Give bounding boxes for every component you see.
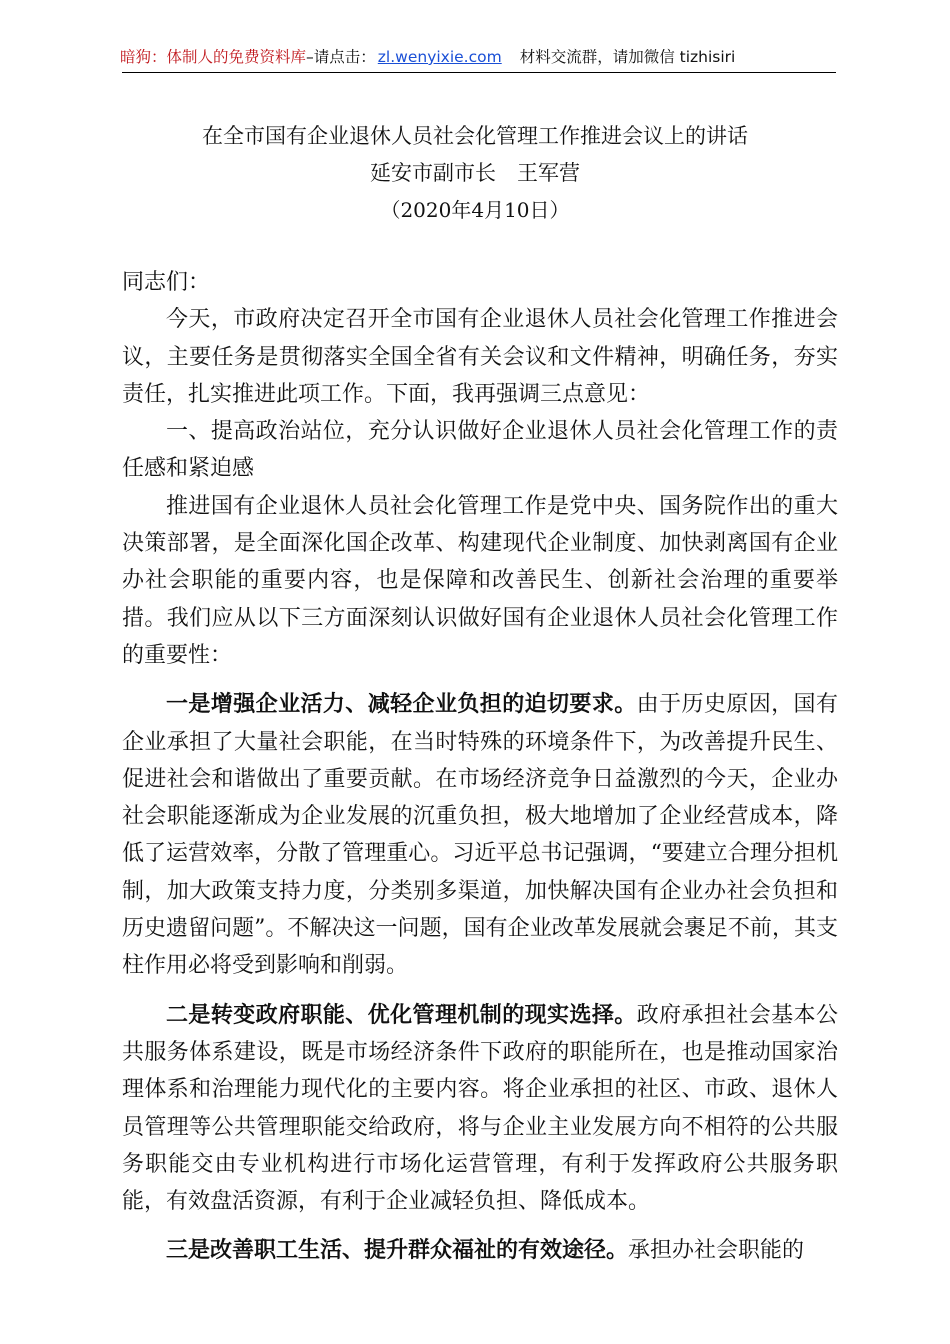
section-heading-1: 一、提高政治站位，充分认识做好企业退休人员社会化管理工作的责任感和紧迫感: [122, 419, 838, 482]
header-contact: 材料交流群，请加微信 tizhisiri: [519, 48, 736, 66]
header-brand: 暗狗：体制人的免费资料库: [120, 48, 307, 66]
paragraph-intro: 今天，市政府决定召开全市国有企业退休人员社会化管理工作推进会议，主要任务是贯彻落实全国全省有关会议和文件精神，明确任务，夯实责任，扎实推进此项工作。下面，我再强调三点意见：: [122, 307, 838, 407]
point-2: [122, 997, 838, 1221]
point-3-lead: 三是改善职工生活、提升群众福祉的有效途径。: [166, 1237, 629, 1264]
point-1-text: 由于历史原因，国有企业承担了大量社会职能，在当时特殊的环境条件下，为改善提升民生、促进社会和谐做出了重要贡献。在市场经济竞争日益激烈的今天，企业办社会职能逐渐成为企业发展的沉重负担，极大地增加了企业经营成本，降低了运营效率，分散了管理重心。习近平总书记强调，“要建立合理分担机制，加大政策支持力度，分类别多渠道，加快解决国有企业办社会负担和历史遗留问题”。不解决这一问题，国有企业改革发展就会裹足不前，其支柱作用必将受到影响和削弱。: [122, 692, 838, 979]
salutation: 同志们：: [122, 270, 211, 295]
document-title: 在全市国有企业退休人员社会化管理工作推进会议上的讲话: [202, 124, 748, 148]
watermark-header: [120, 42, 836, 72]
document-speaker: 延安市副市长 王军营: [370, 161, 580, 185]
point-2-lead: 二是转变政府职能、优化管理机制的现实选择。: [166, 1001, 637, 1028]
point-1: [122, 686, 838, 984]
point-3-text: 承担办社会职能的: [628, 1238, 805, 1264]
point-2-text: 政府承担社会基本公共服务体系建设，既是市场经济条件下政府的职能所在，也是推动国家治理体系和治理能力现代化的主要内容。将企业承担的社区、市政、退休人员管理等公共管理职能交给政府，将与企业主业发展方向不相符的公共服务职能交由专业机构进行市场化运营管理，有利于发挥政府公共服务职能，有效盘活资源，有利于企业减轻负担、降低成本。: [122, 1002, 838, 1215]
header-prompt: –请点击：: [306, 48, 376, 66]
header-divider: [122, 72, 836, 73]
paragraph-section-1: 推进国有企业退休人员社会化管理工作是党中央、国务院作出的重大决策部署，是全面深化国企改革、构建现代企业制度、加快剥离国有企业办社会职能的重要内容，也是保障和改善民生、创新社会治理的重要举措。我们应从以下三方面深刻认识做好国有企业退休人员社会化管理工作的重要性：: [122, 493, 838, 668]
header-link[interactable]: zl.wenyixie.com: [377, 48, 502, 66]
document-body: [122, 264, 838, 1270]
point-1-lead: 一是增强企业活力、减轻企业负担的迫切要求。: [166, 691, 637, 718]
document-date: （2020年4月10日）: [380, 198, 570, 222]
point-3: [122, 1232, 838, 1269]
